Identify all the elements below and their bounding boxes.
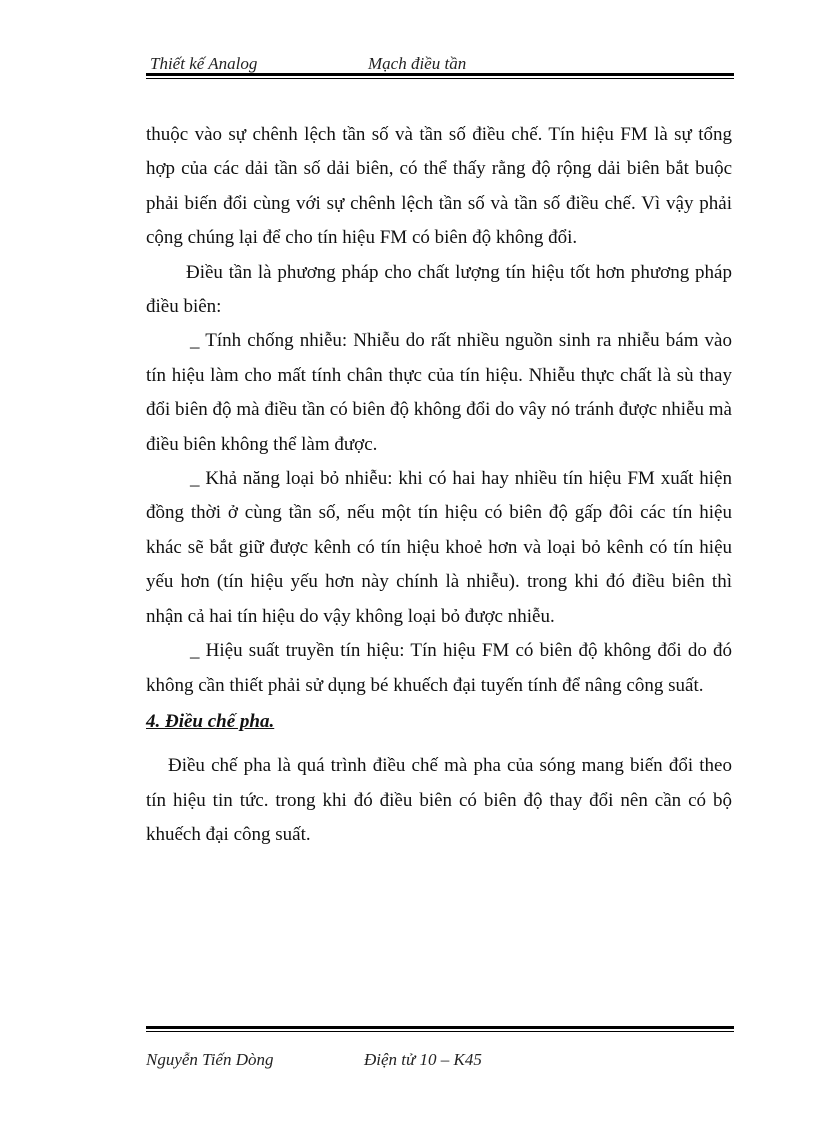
page-footer — [146, 1050, 734, 1072]
section-heading: 4. Điều chế pha. — [146, 710, 275, 732]
footer-rule — [146, 1026, 734, 1032]
paragraph: Điều chế pha là quá trình điều chế mà pha của sóng mang biến đổi theo tín hiệu tin tức. trong khi đó điều biên có biên độ thay đổi nên cần có bộ khuếch đại công suất. — [146, 755, 732, 846]
footer-class: Điện tử 10 – K45 — [364, 1050, 482, 1069]
header-right-title: Mạch điều tần — [368, 54, 467, 73]
paragraph: _ Hiệu suất truyền tín hiệu: Tín hiệu FM có biên độ không đổi do đó không cần thiết phải sử dụng bé khuếch đại tuyến tính để nâng công suất. — [146, 640, 732, 696]
paragraph: Điều tần là phương pháp cho chất lượng tín hiệu tốt hơn phương pháp điều biên: — [146, 261, 732, 318]
paragraph: _ Tính chống nhiễu: Nhiễu do rất nhiều nguồn sinh ra nhiễu bám vào tín hiệu làm cho mất tính chân thực của tín hiệu. Nhiễu thực chất là sù thay đổi biên độ mà điều tần có biên độ không đổi do vây nó tránh được nhiễu mà điều biên không thể làm được. — [146, 330, 732, 455]
header-left-title: Thiết kế Analog — [150, 54, 258, 73]
paragraph: thuộc vào sự chênh lệch tần số và tần số điều chế. Tín hiệu FM là sự tổng hợp của các dải tần số dải biên, có thể thấy rằng độ rộng dải biên bắt buộc phải biến đổi cùng với sự chênh lệch tần số và tần số điều chế. Vì vậy phải cộng chúng lại để cho tín hiệu FM có biên độ không đổi. — [146, 124, 732, 249]
page-content — [146, 118, 732, 853]
header-rule — [146, 73, 734, 79]
paragraph: _ Khả năng loại bỏ nhiễu: khi có hai hay nhiều tín hiệu FM xuất hiện đồng thời ở cùng tần số, nếu một tín hiệu có biên độ gấp đôi các tín hiệu khác sẽ bắt giữ được kênh có tín hiệu khoẻ hơn và loại bỏ kênh có tín hiệu yếu hơn (tín hiệu yếu hơn này chính là nhiễu). trong khi đó điều biên thì nhận cả hai tín hiệu do vậy không loại bỏ được nhiễu. — [146, 468, 732, 627]
footer-author: Nguyễn Tiến Dòng — [146, 1050, 274, 1069]
